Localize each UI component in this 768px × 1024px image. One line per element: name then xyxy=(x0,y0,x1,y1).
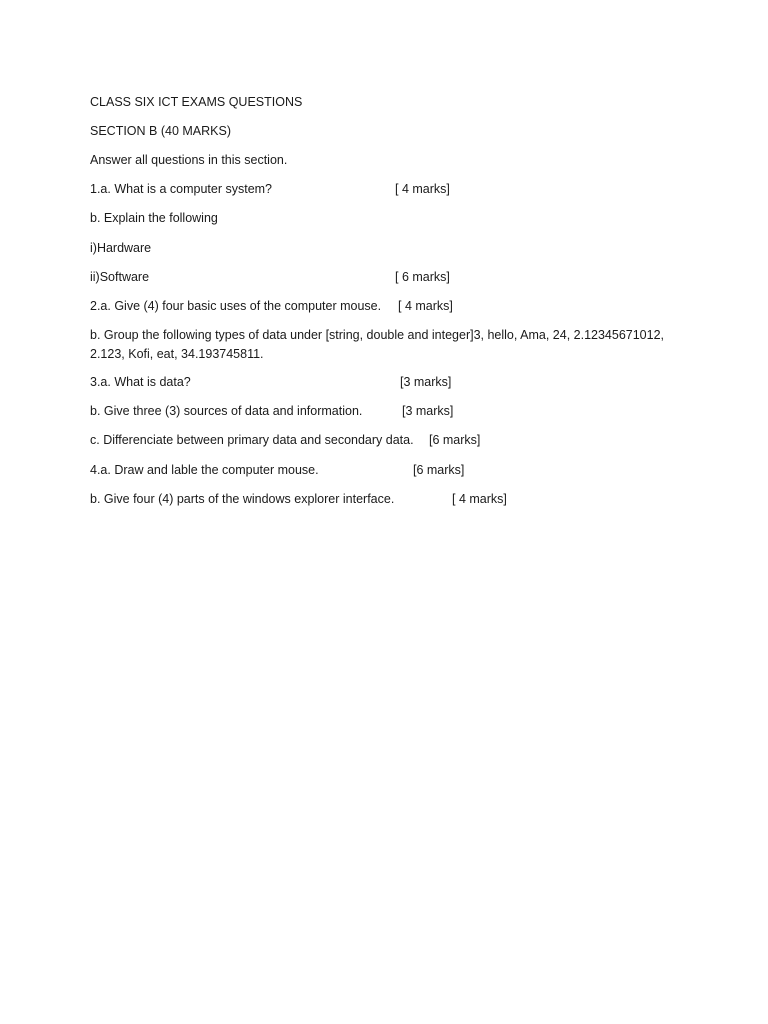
question-3a: 3.a. What is data? xyxy=(90,375,191,389)
question-1b-ii: ii)Software xyxy=(90,270,150,284)
question-4b-marks: [ 4 marks] xyxy=(452,492,507,506)
question-1b-i: i)Hardware xyxy=(90,241,152,255)
question-2a: 2.a. Give (4) four basic uses of the computer mouse. xyxy=(90,299,382,313)
question-3b-marks: [3 marks] xyxy=(402,404,454,418)
document-title: CLASS SIX ICT EXAMS QUESTIONS xyxy=(90,95,303,109)
question-3c: c. Differenciate between primary data and secondary data. xyxy=(90,433,414,447)
question-1b: b. Explain the following xyxy=(90,211,218,225)
question-1a: 1.a. What is a computer system? xyxy=(90,182,273,196)
question-2b-line1: b. Group the following types of data under [string, double and integer]3, hello, Ama, 24, 2.12345671012, xyxy=(90,328,665,342)
question-3a-marks: [3 marks] xyxy=(400,375,452,389)
question-1a-marks: [ 4 marks] xyxy=(395,182,450,196)
section-heading: SECTION B (40 MARKS) xyxy=(90,124,231,138)
question-4a-marks: [6 marks] xyxy=(413,463,465,477)
question-3c-marks: [6 marks] xyxy=(429,433,481,447)
instruction-text: Answer all questions in this section. xyxy=(90,153,288,167)
question-3b: b. Give three (3) sources of data and information. xyxy=(90,404,363,418)
question-4b: b. Give four (4) parts of the windows explorer interface. xyxy=(90,492,395,506)
question-1b-marks: [ 6 marks] xyxy=(395,270,450,284)
question-4a: 4.a. Draw and lable the computer mouse. xyxy=(90,463,319,477)
question-2a-marks: [ 4 marks] xyxy=(398,299,453,313)
question-2b-line2: 2.123, Kofi, eat, 34.193745811. xyxy=(90,347,264,361)
